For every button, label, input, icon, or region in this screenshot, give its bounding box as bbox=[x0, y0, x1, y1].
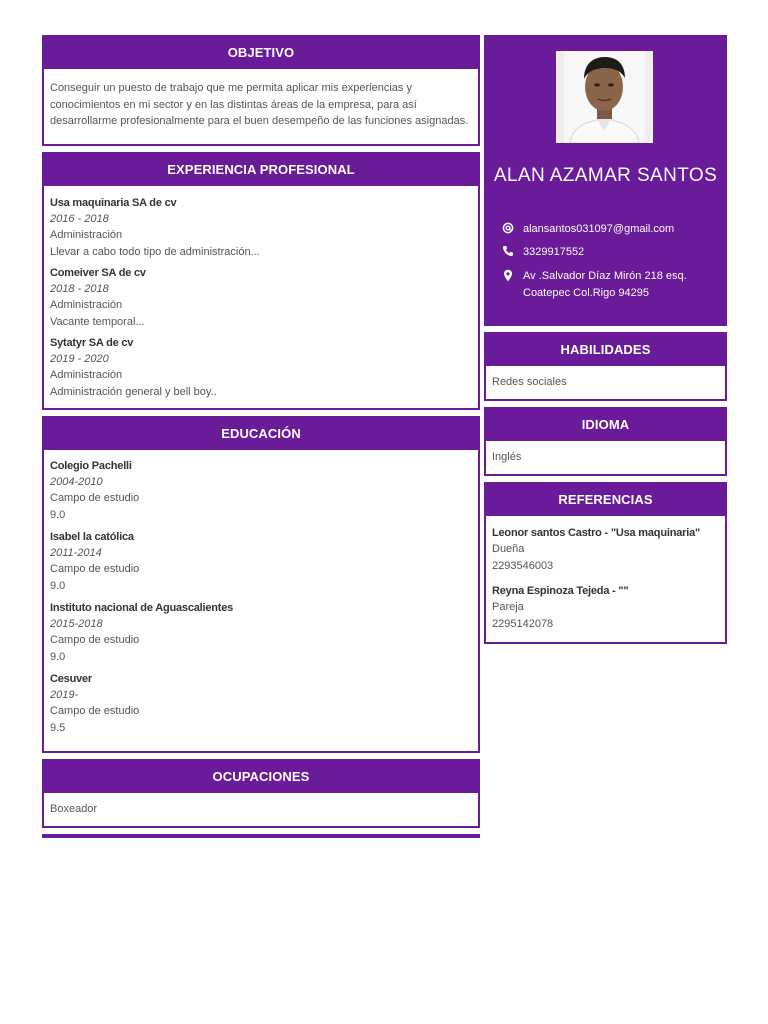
references-list bbox=[486, 516, 725, 642]
experience-list bbox=[44, 186, 478, 408]
education-list bbox=[44, 450, 478, 751]
bottom-divider bbox=[42, 834, 480, 838]
reference-relation: Pareja bbox=[492, 601, 524, 613]
education-field: Campo de estudio bbox=[50, 492, 140, 505]
education-grade: 9.0 bbox=[50, 579, 66, 592]
experience-section bbox=[42, 152, 480, 410]
skills-section bbox=[484, 332, 727, 401]
education-field: Campo de estudio bbox=[50, 563, 140, 576]
at-icon bbox=[502, 222, 514, 236]
contact-address bbox=[500, 268, 719, 301]
reference-phone: 2293546003 bbox=[492, 559, 554, 572]
contact-phone bbox=[500, 244, 719, 261]
address-text: Av .Salvador Díaz Mirón 218 esq. Coatepec Col.Rigo 94295 bbox=[523, 270, 687, 299]
education-school: Colegio Pachelli bbox=[50, 460, 132, 473]
phone-icon bbox=[502, 245, 514, 259]
education-item bbox=[50, 459, 472, 523]
experience-period: 2019 - 2020 bbox=[50, 353, 109, 366]
experience-item bbox=[50, 336, 472, 400]
right-column bbox=[484, 35, 727, 650]
education-section bbox=[42, 416, 480, 753]
skills-text: Redes sociales bbox=[492, 376, 567, 388]
experience-description: Administración general y bell boy.. bbox=[50, 385, 217, 398]
experience-role: Administración bbox=[50, 229, 123, 242]
education-school: Isabel la católica bbox=[50, 531, 134, 544]
languages-heading: IDIOMA bbox=[486, 409, 725, 441]
profile-photo bbox=[556, 51, 653, 143]
references-heading: REFERENCIAS bbox=[486, 484, 725, 516]
education-period: 2015-2018 bbox=[50, 618, 103, 631]
contact-email bbox=[500, 221, 719, 238]
reference-name: Reyna Espinoza Tejeda - "" bbox=[492, 585, 629, 597]
reference-item bbox=[492, 525, 719, 574]
reference-name: Leonor santos Castro - "Usa maquinaria" bbox=[492, 527, 701, 539]
experience-item bbox=[50, 196, 472, 260]
profile-card bbox=[484, 35, 727, 326]
languages-section bbox=[484, 407, 727, 476]
education-school: Instituto nacional de Aguascalientes bbox=[50, 602, 234, 615]
education-period: 2019- bbox=[50, 689, 79, 702]
experience-item bbox=[50, 266, 472, 330]
experience-heading: EXPERIENCIA PROFESIONAL bbox=[44, 154, 478, 186]
experience-role: Administración bbox=[50, 299, 123, 312]
person-photo-icon bbox=[556, 51, 653, 143]
experience-period: 2016 - 2018 bbox=[50, 213, 109, 226]
experience-description: Vacante temporal... bbox=[50, 315, 145, 328]
experience-company: Usa maquinaria SA de cv bbox=[50, 197, 177, 210]
education-heading: EDUCACIÓN bbox=[44, 418, 478, 450]
profile-name: ALAN AZAMAR SANTOS bbox=[493, 165, 718, 186]
education-item bbox=[50, 530, 472, 594]
reference-phone: 2295142078 bbox=[492, 617, 554, 630]
experience-period: 2018 - 2018 bbox=[50, 283, 109, 296]
education-item bbox=[50, 601, 472, 665]
occupations-section bbox=[42, 759, 480, 828]
education-grade: 9.0 bbox=[50, 508, 66, 521]
experience-description: Llevar a cabo todo tipo de administración... bbox=[50, 245, 260, 258]
education-period: 2011-2014 bbox=[50, 547, 102, 560]
email-link[interactable]: alansantos031097@gmail.com bbox=[523, 223, 675, 235]
left-column bbox=[42, 35, 480, 838]
education-school: Cesuver bbox=[50, 673, 93, 686]
languages-text: Inglés bbox=[492, 451, 522, 463]
experience-company: Comeiver SA de cv bbox=[50, 267, 146, 280]
education-period: 2004-2010 bbox=[50, 476, 103, 489]
education-grade: 9.5 bbox=[50, 721, 66, 734]
reference-relation: Dueña bbox=[492, 543, 525, 555]
objective-text: Conseguir un puesto de trabajo que me permita aplicar mis experiencias y conocimientos en mi sector y en las distintas áreas de la empresa, para así desarrollarme profesionalmente para el buen desempeño de las funciones asignadas. bbox=[50, 82, 469, 128]
reference-item bbox=[492, 583, 719, 632]
phone-number[interactable]: 3329917552 bbox=[523, 246, 585, 258]
objective-heading: OBJETIVO bbox=[44, 37, 478, 69]
occupations-heading: OCUPACIONES bbox=[44, 761, 478, 793]
education-item bbox=[50, 672, 472, 736]
experience-role: Administración bbox=[50, 369, 123, 382]
education-field: Campo de estudio bbox=[50, 705, 140, 718]
references-section bbox=[484, 482, 727, 644]
map-pin-icon bbox=[502, 269, 514, 283]
education-grade: 9.0 bbox=[50, 650, 66, 663]
education-field: Campo de estudio bbox=[50, 634, 140, 647]
experience-company: Sytatyr SA de cv bbox=[50, 337, 134, 350]
occupations-text: Boxeador bbox=[50, 803, 98, 816]
objective-section bbox=[42, 35, 480, 146]
skills-heading: HABILIDADES bbox=[486, 334, 725, 366]
